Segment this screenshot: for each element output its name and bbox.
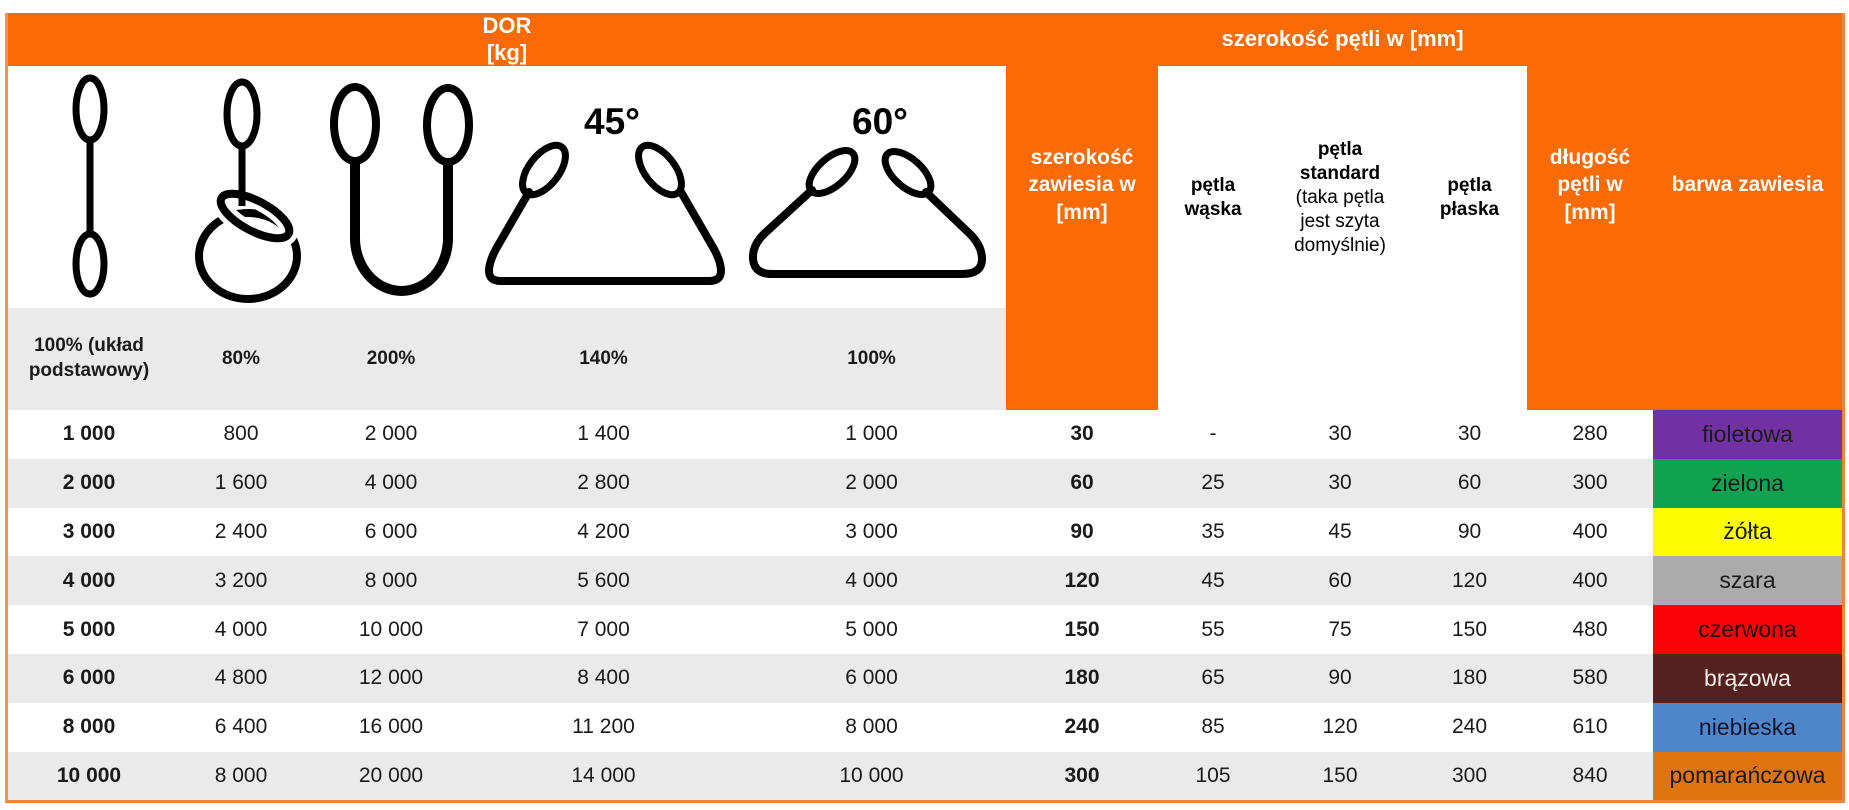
loop-standard-value: 75 xyxy=(1268,605,1412,654)
sling-hitch-diagrams xyxy=(8,66,1006,308)
loop-length-value: 300 xyxy=(1527,459,1653,508)
dor-kg-header xyxy=(8,13,1006,66)
dor-80-choker: 8 000 xyxy=(170,752,312,801)
loop-narrow-value: 105 xyxy=(1158,752,1268,801)
dor-100-basic: 2 000 xyxy=(8,459,170,508)
loop-standard-value: 30 xyxy=(1268,459,1412,508)
sling-width-value: 60 xyxy=(1006,459,1158,508)
basket-60deg-diagram xyxy=(753,101,982,274)
loop-flat-header xyxy=(1412,66,1527,410)
sling-width-value: 240 xyxy=(1006,703,1158,752)
loop-narrow-value: 35 xyxy=(1158,508,1268,557)
dor-100-basic: 4 000 xyxy=(8,556,170,605)
loop-standard-value: 30 xyxy=(1268,410,1412,459)
sling-color-header xyxy=(1653,66,1842,410)
loop-length-value: 840 xyxy=(1527,752,1653,801)
dor-80-choker: 3 200 xyxy=(170,556,312,605)
dor-100-basket60: 1 000 xyxy=(737,410,1006,459)
loop-standard-header-label xyxy=(1294,138,1386,258)
vertical-hitch-diagram xyxy=(76,78,104,294)
dor-140-basket45: 4 200 xyxy=(470,508,737,557)
loop-narrow-value: - xyxy=(1158,410,1268,459)
dor-100-basic: 1 000 xyxy=(8,410,170,459)
dor-100-basic: 3 000 xyxy=(8,508,170,557)
loop-length-value: 480 xyxy=(1527,605,1653,654)
loop-standard-value: 120 xyxy=(1268,703,1412,752)
dor-100-basket60: 3 000 xyxy=(737,508,1006,557)
sling-color-cell: fioletowa xyxy=(1653,410,1842,459)
loop-narrow-value: 45 xyxy=(1158,556,1268,605)
loop-standard-value: 60 xyxy=(1268,556,1412,605)
dor-80-choker: 1 600 xyxy=(170,459,312,508)
loop-flat-header-label: pętla płaska xyxy=(1439,175,1500,220)
dor-200-basket: 6 000 xyxy=(312,508,470,557)
sling-color-header-label: barwa zawiesia xyxy=(1671,173,1824,197)
sling-width-value: 90 xyxy=(1006,508,1158,557)
sling-color-cell: zielona xyxy=(1653,459,1842,508)
band-filler-left xyxy=(1006,13,1158,66)
band-filler-right xyxy=(1527,13,1842,66)
loop-length-value: 610 xyxy=(1527,703,1653,752)
angle-45-label: 45° xyxy=(584,101,640,142)
dor-200-basket: 16 000 xyxy=(312,703,470,752)
loop-flat-value: 90 xyxy=(1412,508,1527,557)
basket-hitch-diagram xyxy=(334,87,469,291)
dor-kg-header-label: DOR [kg] xyxy=(482,12,532,65)
dor-80-choker: 4 800 xyxy=(170,654,312,703)
dor-80-choker: 2 400 xyxy=(170,508,312,557)
loop-narrow-header xyxy=(1158,66,1268,410)
loop-standard-header-note: (taka pętla jest szyta domyślnie) xyxy=(1294,187,1386,256)
sling-color-cell: niebieska xyxy=(1653,703,1842,752)
loop-flat-value: 150 xyxy=(1412,605,1527,654)
loop-narrow-value: 25 xyxy=(1158,459,1268,508)
loop-width-group-label: szerokość pętli w [mm] xyxy=(1221,26,1464,52)
dor-140-basket45: 2 800 xyxy=(470,459,737,508)
dor-80-choker: 4 000 xyxy=(170,605,312,654)
sling-color-cell: czerwona xyxy=(1653,605,1842,654)
loop-flat-value: 120 xyxy=(1412,556,1527,605)
dor-100-basic: 5 000 xyxy=(8,605,170,654)
dor-140-basket45: 7 000 xyxy=(470,605,737,654)
basket-45deg-diagram xyxy=(489,101,721,281)
dor-100-basket60: 6 000 xyxy=(737,654,1006,703)
loop-narrow-value: 65 xyxy=(1158,654,1268,703)
loop-length-header-label: długość pętli w [mm] xyxy=(1549,146,1631,224)
loop-length-value: 280 xyxy=(1527,410,1653,459)
sling-width-value: 30 xyxy=(1006,410,1158,459)
loop-width-group-header xyxy=(1158,13,1527,66)
dor-200-basket: 8 000 xyxy=(312,556,470,605)
loop-length-header xyxy=(1527,66,1653,410)
loop-flat-value: 300 xyxy=(1412,752,1527,801)
sling-width-header-label: szerokość zawiesia w [mm] xyxy=(1028,146,1136,224)
dor-140-basket45: 5 600 xyxy=(470,556,737,605)
sling-color-cell: brązowa xyxy=(1653,654,1842,703)
dor-100-basket60: 2 000 xyxy=(737,459,1006,508)
sling-width-value: 300 xyxy=(1006,752,1158,801)
dor-200-basket: 12 000 xyxy=(312,654,470,703)
sling-diagrams-svg xyxy=(8,66,1006,308)
dor-100-basket60: 8 000 xyxy=(737,703,1006,752)
dor-200-basket: 2 000 xyxy=(312,410,470,459)
loop-flat-value: 180 xyxy=(1412,654,1527,703)
dor-200-basket: 20 000 xyxy=(312,752,470,801)
loop-length-value: 400 xyxy=(1527,508,1653,557)
loop-length-value: 400 xyxy=(1527,556,1653,605)
factor-choker: 80% xyxy=(170,308,312,410)
dor-100-basic: 10 000 xyxy=(8,752,170,801)
dor-100-basket60: 10 000 xyxy=(737,752,1006,801)
sling-width-value: 180 xyxy=(1006,654,1158,703)
sling-color-cell: żółta xyxy=(1653,508,1842,557)
factor-basket-45: 140% xyxy=(470,308,737,410)
loop-narrow-header-label: pętla wąska xyxy=(1184,175,1242,220)
dor-140-basket45: 8 400 xyxy=(470,654,737,703)
dor-200-basket: 10 000 xyxy=(312,605,470,654)
loop-flat-value: 30 xyxy=(1412,410,1527,459)
loop-narrow-value: 55 xyxy=(1158,605,1268,654)
dor-100-basic: 8 000 xyxy=(8,703,170,752)
spec-table-grid xyxy=(5,13,1845,803)
loop-narrow-value: 85 xyxy=(1158,703,1268,752)
loop-length-value: 580 xyxy=(1527,654,1653,703)
sling-width-value: 120 xyxy=(1006,556,1158,605)
dor-80-choker: 800 xyxy=(170,410,312,459)
sling-color-cell: pomarańczowa xyxy=(1653,752,1842,801)
dor-140-basket45: 14 000 xyxy=(470,752,737,801)
factor-vertical: 100% (układ podstawowy) xyxy=(8,308,170,410)
loop-standard-header xyxy=(1268,66,1412,410)
factor-basket-60: 100% xyxy=(737,308,1006,410)
factor-basket: 200% xyxy=(312,308,470,410)
sling-width-header xyxy=(1006,66,1158,410)
angle-60-label: 60° xyxy=(852,101,908,142)
dor-100-basket60: 4 000 xyxy=(737,556,1006,605)
sling-width-value: 150 xyxy=(1006,605,1158,654)
sling-color-cell: szara xyxy=(1653,556,1842,605)
loop-flat-value: 60 xyxy=(1412,459,1527,508)
dor-200-basket: 4 000 xyxy=(312,459,470,508)
loop-standard-value: 90 xyxy=(1268,654,1412,703)
loop-flat-value: 240 xyxy=(1412,703,1527,752)
dor-140-basket45: 1 400 xyxy=(470,410,737,459)
loop-standard-header-title: pętla standard xyxy=(1299,139,1381,185)
dor-80-choker: 6 400 xyxy=(170,703,312,752)
dor-100-basic: 6 000 xyxy=(8,654,170,703)
loop-standard-value: 150 xyxy=(1268,752,1412,801)
choker-hitch-diagram xyxy=(199,82,297,299)
loop-standard-value: 45 xyxy=(1268,508,1412,557)
dor-140-basket45: 11 200 xyxy=(470,703,737,752)
dor-100-basket60: 5 000 xyxy=(737,605,1006,654)
